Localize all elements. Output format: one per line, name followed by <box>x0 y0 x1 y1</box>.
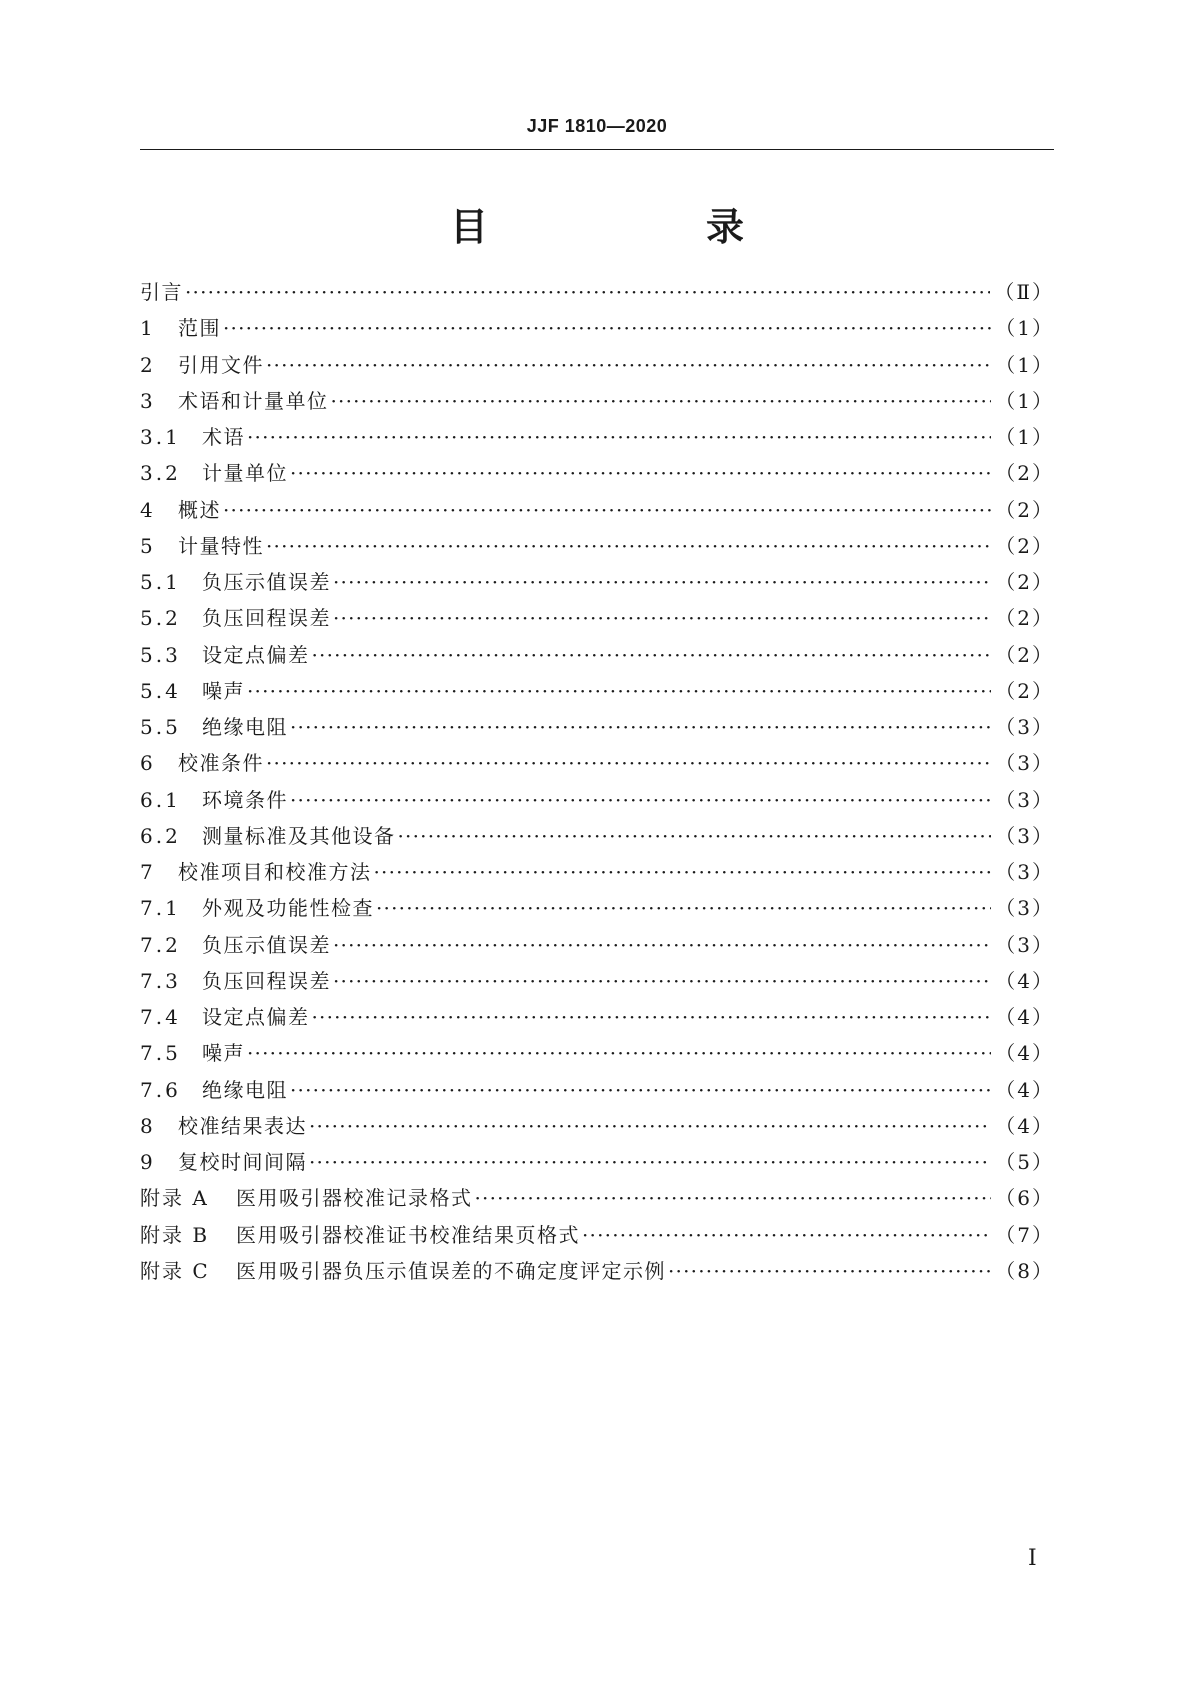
toc-entry-title: 校准条件 <box>178 751 264 776</box>
toc-entry-page: （4） <box>995 1113 1054 1138</box>
dot-leader <box>333 606 991 630</box>
toc-entry-title: 计量单位 <box>202 461 288 486</box>
toc-entry-title: 概述 <box>178 497 221 522</box>
toc-entry-number: 4 <box>140 497 156 522</box>
toc-entry-title: 范围 <box>178 316 221 341</box>
toc-entry-number: 6.2 <box>140 823 181 848</box>
toc-entry-title: 引言 <box>140 280 183 304</box>
toc-entry-title: 设定点偏差 <box>202 1005 310 1029</box>
toc-entry-title: 校准结果表达 <box>178 1113 307 1138</box>
toc-entry-appendix-c[interactable] <box>140 1255 1054 1291</box>
toc-entry-page: （2） <box>995 678 1054 703</box>
toc-entry-title: 外观及功能性检查 <box>202 896 374 921</box>
dot-leader <box>247 1041 991 1065</box>
toc-entry-foreword[interactable] <box>140 276 1054 312</box>
toc-entry-5-4[interactable] <box>140 675 1054 711</box>
toc-entry-8[interactable] <box>140 1110 1054 1146</box>
toc-entry-title: 计量特性 <box>178 533 264 558</box>
toc-entry-page: （2） <box>995 570 1054 594</box>
toc-entry-appendix-a[interactable] <box>140 1182 1054 1218</box>
toc-entry-number: 3 <box>140 388 156 413</box>
toc-entry-number: 5.1 <box>140 570 181 594</box>
dot-leader <box>290 788 991 812</box>
header-rule <box>140 149 1054 150</box>
toc-entry-page: （3） <box>995 823 1054 848</box>
toc-entry-title: 绝缘电阻 <box>202 1077 288 1102</box>
toc-entry-number: 5.3 <box>140 642 181 667</box>
toc-entry-number: 7.2 <box>140 932 181 957</box>
toc-entry-number: 6 <box>140 751 156 776</box>
dot-leader <box>309 1114 991 1138</box>
dot-leader <box>333 570 991 594</box>
toc-entry-number: 5 <box>140 533 156 558</box>
toc-entry-6[interactable] <box>140 747 1054 783</box>
toc-entry-page: （2） <box>995 497 1054 522</box>
toc-entry-9[interactable] <box>140 1146 1054 1182</box>
dot-leader <box>309 1150 991 1174</box>
dot-leader <box>376 896 991 920</box>
document-code-header: JJF 1810—2020 <box>526 116 668 136</box>
dot-leader <box>312 1005 992 1029</box>
toc-entry-title: 医用吸引器负压示值误差的不确定度评定示例 <box>236 1258 666 1283</box>
toc-entry-page: （Ⅱ） <box>994 280 1054 304</box>
dot-leader <box>374 860 992 884</box>
toc-entry-number: 7.3 <box>140 968 181 993</box>
dot-leader <box>290 715 991 739</box>
toc-entry-page: （4） <box>995 968 1054 993</box>
toc-entry-title: 术语和计量单位 <box>178 388 329 413</box>
toc-entry-6-2[interactable] <box>140 820 1054 856</box>
toc-entry-6-1[interactable] <box>140 784 1054 820</box>
dot-leader <box>290 461 991 485</box>
dot-leader <box>333 933 991 957</box>
toc-entry-number: 5.5 <box>140 715 181 739</box>
toc-entry-number: 1 <box>140 316 156 341</box>
toc-entry-page: （3） <box>995 860 1054 884</box>
dot-leader <box>223 498 991 522</box>
toc-entry-page: （4） <box>995 1077 1054 1102</box>
toc-entry-number: 附录 A <box>140 1186 209 1211</box>
toc-entry-page: （3） <box>995 715 1054 739</box>
toc-entry-number: 3.2 <box>140 461 181 486</box>
toc-entry-title: 引用文件 <box>178 352 264 377</box>
dot-leader <box>398 824 992 848</box>
toc-entry-7-6[interactable] <box>140 1074 1054 1110</box>
toc-entry-title: 环境条件 <box>202 787 288 812</box>
toc-entry-5-3[interactable] <box>140 639 1054 675</box>
toc-entry-number: 7.1 <box>140 896 181 921</box>
toc-entry-title: 复校时间间隔 <box>178 1150 307 1174</box>
dot-leader <box>475 1186 992 1210</box>
toc-entry-3[interactable] <box>140 385 1054 421</box>
toc-entry-page: （4） <box>995 1041 1054 1066</box>
toc-entry-title: 负压示值误差 <box>202 932 331 957</box>
dot-leader <box>312 643 992 667</box>
dot-leader <box>668 1259 991 1283</box>
toc-entry-page: （1） <box>995 316 1054 341</box>
toc-entry-1[interactable] <box>140 312 1054 348</box>
toc-entry-page: （4） <box>995 1005 1054 1029</box>
toc-entry-number: 3.1 <box>140 425 181 449</box>
dot-leader <box>582 1223 991 1247</box>
dot-leader <box>333 969 991 993</box>
toc-entry-title: 噪声 <box>202 678 245 703</box>
toc-entry-number: 6.1 <box>140 787 181 812</box>
toc-entry-number: 5.2 <box>140 606 181 631</box>
dot-leader <box>290 1078 991 1102</box>
toc-entry-title: 负压示值误差 <box>202 570 331 594</box>
toc-entry-number: 8 <box>140 1113 156 1138</box>
toc-entry-5-5[interactable] <box>140 711 1054 747</box>
toc-entry-page: （2） <box>995 461 1054 486</box>
toc-entry-page: （2） <box>995 642 1054 667</box>
toc-entry-title: 负压回程误差 <box>202 968 331 993</box>
toc-entry-title: 设定点偏差 <box>202 642 310 667</box>
toc-entry-number: 2 <box>140 352 156 377</box>
toc-entry-number: 7.4 <box>140 1005 181 1029</box>
dot-leader <box>331 389 992 413</box>
toc-entry-title: 测量标准及其他设备 <box>202 823 396 848</box>
toc-entry-page: （3） <box>995 751 1054 776</box>
toc-entry-title: 噪声 <box>202 1041 245 1066</box>
toc-entry-page: （5） <box>995 1150 1054 1174</box>
toc-entry-3-2[interactable] <box>140 457 1054 493</box>
toc-entry-page: （3） <box>995 932 1054 957</box>
dot-leader <box>266 353 991 377</box>
toc-entry-5-1[interactable] <box>140 566 1054 602</box>
toc-entry-7-1[interactable] <box>140 892 1054 928</box>
dot-leader <box>247 679 991 703</box>
toc-entry-3-1[interactable] <box>140 421 1054 457</box>
toc-entry-number: 7 <box>140 860 156 884</box>
toc-entry-7-5[interactable] <box>140 1037 1054 1073</box>
toc-entry-number: 9 <box>140 1150 156 1174</box>
toc-entry-page: （1） <box>995 388 1054 413</box>
toc-entry-5-2[interactable] <box>140 602 1054 638</box>
toc-entry-appendix-b[interactable] <box>140 1219 1054 1255</box>
toc-entry-number: 7.5 <box>140 1041 181 1066</box>
dot-leader <box>247 425 991 449</box>
toc-entry-number: 5.4 <box>140 678 181 703</box>
toc-entry-page: （3） <box>995 787 1054 812</box>
toc-entry-7-2[interactable] <box>140 929 1054 965</box>
toc-entry-page: （7） <box>995 1222 1054 1247</box>
toc-entry-2[interactable] <box>140 349 1054 385</box>
toc-entry-page: （1） <box>995 425 1054 449</box>
toc-entry-5[interactable] <box>140 530 1054 566</box>
toc-title: 目 录 <box>449 205 834 249</box>
toc-entry-number: 附录 C <box>140 1258 210 1283</box>
toc-entry-page: （6） <box>995 1186 1054 1211</box>
page-number: I <box>1028 1546 1037 1571</box>
toc-entry-number: 附录 B <box>140 1222 210 1247</box>
toc-entry-page: （1） <box>995 352 1054 377</box>
toc-entry-title: 绝缘电阻 <box>202 715 288 739</box>
toc-entry-title: 医用吸引器校准记录格式 <box>236 1186 473 1211</box>
toc-entry-4[interactable] <box>140 494 1054 530</box>
table-of-contents <box>140 276 1054 1291</box>
toc-entry-title: 术语 <box>202 425 245 449</box>
toc-entry-page: （2） <box>995 533 1054 558</box>
toc-entry-title: 医用吸引器校准证书校准结果页格式 <box>236 1222 580 1247</box>
toc-entry-7-4[interactable] <box>140 1001 1054 1037</box>
toc-entry-page: （3） <box>995 896 1054 921</box>
dot-leader <box>223 316 991 340</box>
dot-leader <box>266 751 991 775</box>
dot-leader <box>266 534 991 558</box>
toc-entry-title: 负压回程误差 <box>202 606 331 631</box>
toc-entry-7[interactable] <box>140 856 1054 892</box>
toc-entry-7-3[interactable] <box>140 965 1054 1001</box>
toc-entry-number: 7.6 <box>140 1077 181 1102</box>
toc-entry-page: （8） <box>995 1258 1054 1283</box>
toc-entry-title: 校准项目和校准方法 <box>178 860 372 884</box>
dot-leader <box>185 280 990 304</box>
toc-entry-page: （2） <box>995 606 1054 631</box>
